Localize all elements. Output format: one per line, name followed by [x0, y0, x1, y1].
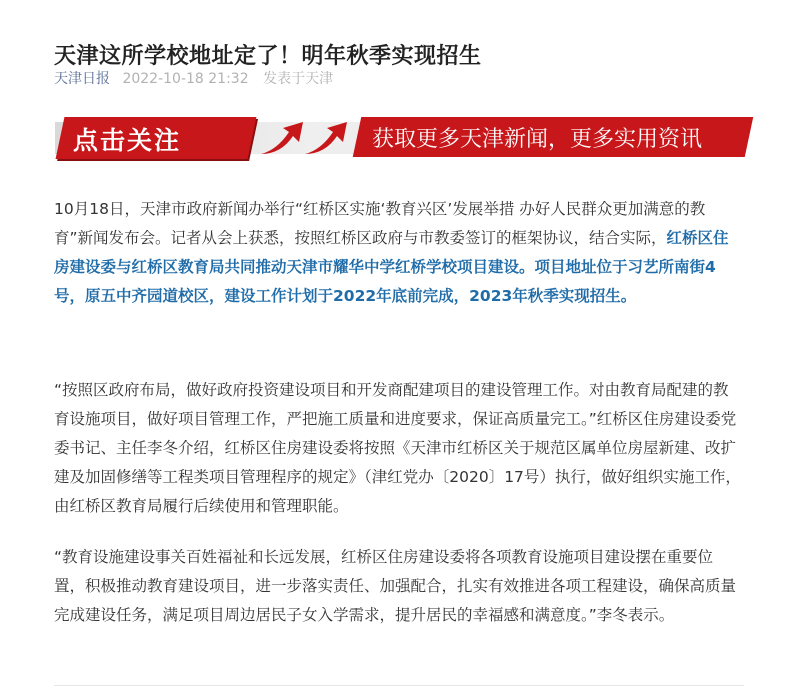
publish-datetime: 2022-10-18 21:32: [122, 71, 249, 87]
article-meta: [54, 68, 333, 88]
paragraph-3: “教育设施建设事关百姓福祉和长远发展，红桥区住房建设委将各项教育设施项目建设摆在重要位置，积极推动教育建设项目，进一步落实责任、加强配合，扎实有效推进各项工程建设，确保高质量完成建设任务，满足项目周边居民子女入学需求，提升居民的幸福感和满意度。”李冬表示。: [54, 548, 737, 624]
article-title: 天津这所学校地址定了！明年秋季实现招生: [54, 43, 482, 69]
paragraph-1-text: 10月18日，天津市政府新闻办举行“红桥区实施‘教育兴区’发展举措 办好人民群众更加满意的教育”新闻发布会。记者从会上获悉，按照红桥区政府与市教委签订的框架协议，结合实际，: [54, 200, 706, 247]
divider: [54, 685, 744, 686]
paragraph-1-highlight: 红桥区住房建设委与红桥区教育局共同推动天津市耀华中学红桥学校项目建设。项目地址位于习艺所南街4号，原五中齐园道校区，建设工作计划于2022年底前完成，2023年秋季实现招生。: [54, 229, 729, 305]
publish-location: 发表于天津: [263, 71, 334, 87]
paragraph-1: [54, 195, 744, 311]
click-follow-label: 点击关注: [73, 126, 182, 155]
banner-slogan: 获取更多天津新闻，更多实用资讯: [372, 127, 703, 152]
double-arrow-icon: [255, 114, 355, 162]
paragraph-2: “按照区政府布局，做好政府投资建设项目和开发商配建项目的建设管理工作。对由教育局配建的教育设施项目，做好项目管理工作，严把施工质量和进度要求，保证高质量完工。”红桥区住房建设委党委书记、主任李冬介绍，红桥区住房建设委将按照《天津市红桥区关于规范区属单位房屋新建、改扩建及加固修缮等工程类项目管理程序的规定》（津红党办〔2020〕17号）执行，做好组织实施工作，由红桥区教育局履行后续使用和管理职能。: [54, 381, 741, 515]
follow-banner[interactable]: [55, 114, 703, 162]
account-name-link[interactable]: 天津日报: [54, 71, 110, 87]
